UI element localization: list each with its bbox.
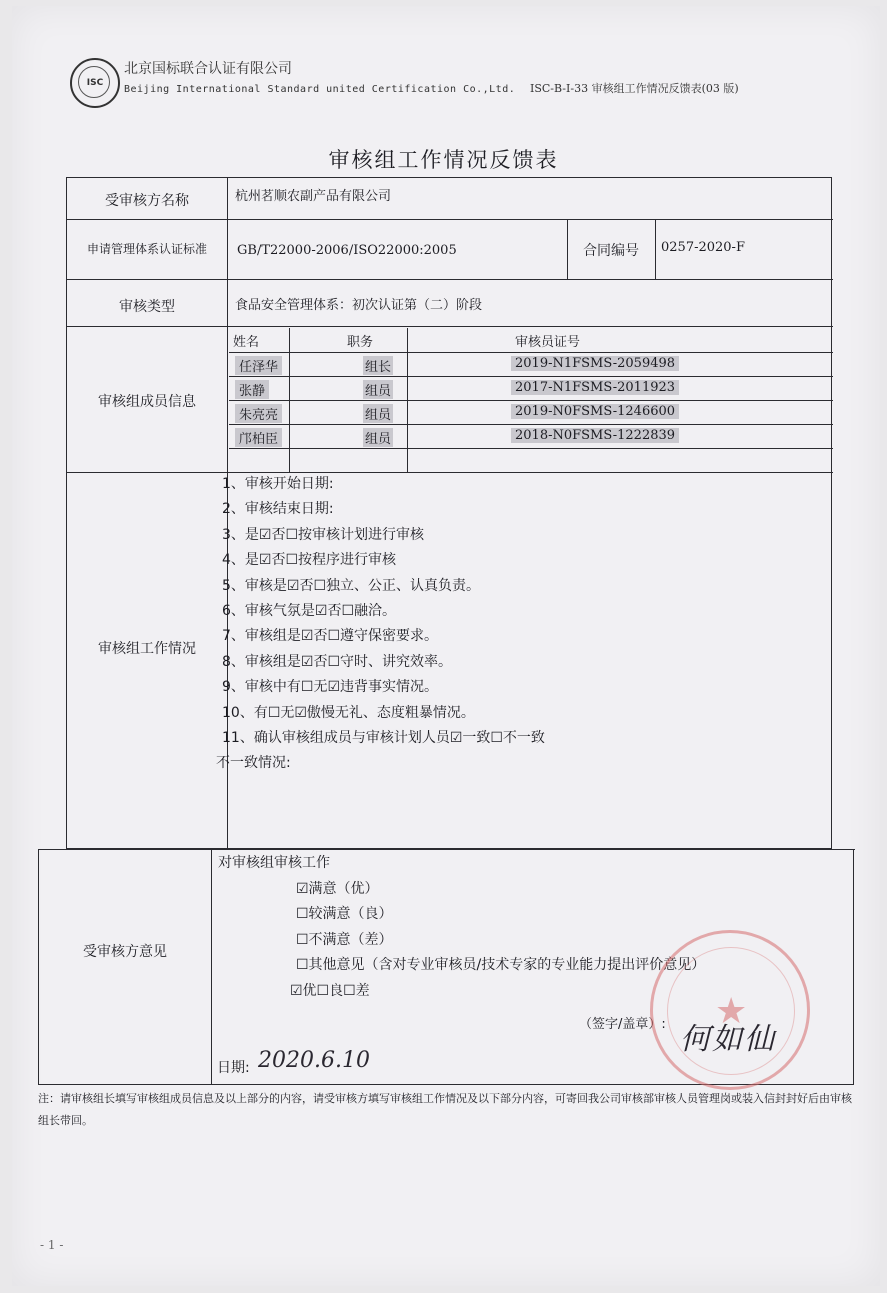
list-item: 2、审核结束日期: [222, 501, 334, 518]
contract-label: 合同编号 [583, 243, 639, 259]
company-logo [70, 58, 120, 108]
member-name: 张静 [235, 380, 269, 399]
row-divider [67, 219, 833, 220]
member-name: 邝柏臣 [235, 428, 282, 447]
column-divider [655, 219, 656, 279]
member-role: 组员 [363, 380, 393, 399]
table-row [229, 352, 833, 376]
opinion-label: 受审核方意见 [83, 944, 167, 960]
standard-label: 申请管理体系认证标准 [86, 242, 207, 256]
auditee-label: 受审核方名称 [105, 193, 189, 209]
header-cert: 审核员证号 [515, 335, 581, 350]
audit-type-label: 审核类型 [119, 299, 175, 315]
company-name-en: Beijing International Standard united Certification Co.,Ltd. [124, 84, 516, 95]
list-item: 5、审核是☑否☐独立、公正、认真负责。 [222, 577, 481, 594]
list-item: 6、审核气氛是☑否☐融洽。 [222, 603, 397, 620]
opinion-option: ☑优☐良☐差 [290, 982, 370, 999]
member-role: 组员 [363, 428, 393, 447]
members-table [229, 328, 833, 472]
list-item: 3、是☑否☐按审核计划进行审核 [222, 526, 425, 543]
page-number: - 1 - [40, 1238, 64, 1252]
opinion-option: ☑满意（优） [296, 880, 379, 897]
row-divider [67, 326, 833, 327]
member-role: 组长 [363, 356, 393, 375]
list-item: 1、审核开始日期: [222, 476, 334, 492]
work-label: 审核组工作情况 [98, 641, 196, 657]
row-divider [229, 448, 833, 449]
form-code: ISC-B-I-33 审核组工作情况反馈表(03 版) [530, 82, 739, 95]
member-cert: 2019-N1FSMS-2059498 [511, 356, 679, 371]
audit-type-value: 食品安全管理体系：初次认证第（二）阶段 [235, 298, 483, 313]
member-name: 任泽华 [235, 356, 282, 375]
member-name: 朱亮亮 [235, 404, 282, 423]
logo-text: ISC [86, 78, 104, 88]
date-label: 日期: [217, 1060, 250, 1076]
handwritten-signature: 何如仙 [680, 1022, 776, 1057]
list-item: 9、审核中有☐无☑违背事实情况。 [222, 679, 439, 696]
opinion-list [218, 851, 705, 1005]
members-header-row [229, 328, 833, 352]
table-row [229, 424, 833, 448]
list-item: 不一致情况: [216, 755, 291, 772]
member-cert: 2018-N0FSMS-1222839 [511, 428, 679, 443]
contract-value: 0257-2020-F [661, 240, 745, 255]
table-row [229, 376, 833, 400]
row-divider [39, 849, 855, 850]
member-cert: 2019-N0FSMS-1246600 [511, 404, 679, 419]
list-item: 10、有☐无☑傲慢无礼、态度粗暴情况。 [222, 704, 475, 721]
handwritten-date: 2020.6.10 [258, 1048, 370, 1073]
company-name-cn: 北京国标联合认证有限公司 [124, 61, 292, 77]
member-role: 组员 [363, 404, 393, 423]
opinion-option: ☐其他意见（含对专业审核员/技术专家的专业能力提出评价意见） [296, 957, 706, 974]
members-label: 审核组成员信息 [98, 394, 196, 410]
column-divider [567, 219, 568, 279]
standard-value: GB/T22000-2006/ISO22000:2005 [237, 243, 457, 258]
opinion-option: ☐较满意（良） [296, 906, 393, 923]
page-title: 审核组工作情况反馈表 [328, 148, 559, 172]
work-items-list [216, 472, 545, 777]
header-role: 职务 [347, 335, 374, 350]
company-seal [650, 930, 810, 1090]
table-row [229, 400, 833, 424]
row-divider [67, 279, 833, 280]
opinion-option: ☐不满意（差） [296, 931, 393, 948]
list-item: 7、审核组是☑否☐遵守保密要求。 [222, 628, 439, 645]
footnote: 注：请审核组长填写审核组成员信息及以上部分的内容，请受审核方填写审核组工作情况及以下部分内容，可寄回我公司审核部审核人员管理岗或装入信封封好后由审核组长带回。 [38, 1092, 852, 1127]
header-name: 姓名 [233, 335, 260, 350]
sign-label: （签字/盖章）: [579, 1017, 666, 1032]
column-divider [211, 849, 212, 1085]
list-item: 8、审核组是☑否☐守时、讲究效率。 [222, 653, 453, 670]
list-item: 11、确认审核组成员与审核计划人员☑一致☐不一致 [222, 730, 545, 747]
member-cert: 2017-N1FSMS-2011923 [511, 380, 679, 395]
list-item: 4、是☑否☐按程序进行审核 [222, 552, 397, 569]
auditee-value: 杭州茗顺农副产品有限公司 [235, 189, 392, 204]
opinion-intro: 对审核组审核工作 [218, 855, 330, 871]
seal-star-icon: ★ [715, 991, 748, 1032]
